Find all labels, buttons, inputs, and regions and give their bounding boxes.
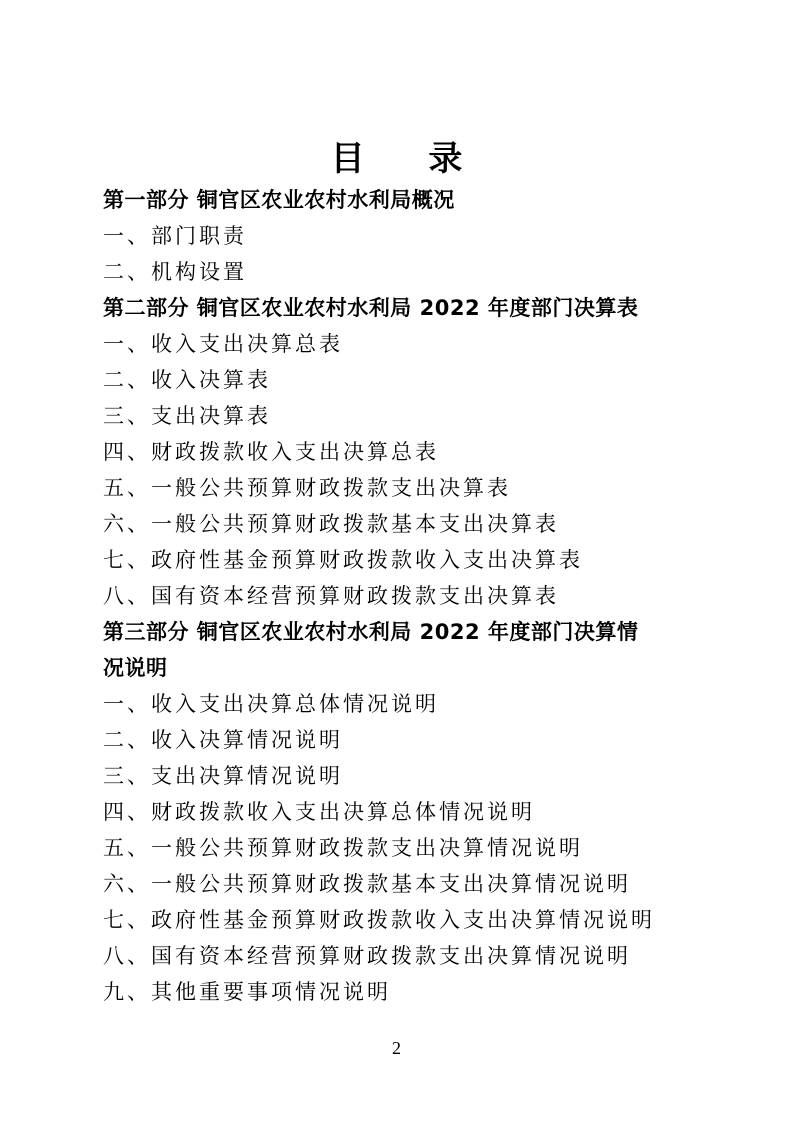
- part2-heading: 第二部分 铜官区农业农村水利局 2022 年度部门决算表: [103, 296, 639, 320]
- toc-item: 四、财政拨款收入支出决算总体情况说明: [103, 800, 535, 824]
- toc-item: 七、政府性基金预算财政拨款收入支出决算情况说明: [103, 908, 655, 932]
- table-of-contents: [103, 182, 703, 1010]
- toc-item: 五、一般公共预算财政拨款支出决算情况说明: [103, 836, 583, 860]
- page-title: 目 录: [330, 139, 489, 179]
- toc-item: 一、部门职责: [103, 224, 247, 248]
- toc-item: 三、支出决算情况说明: [103, 764, 343, 788]
- toc-item: 六、一般公共预算财政拨款基本支出决算情况说明: [103, 872, 631, 896]
- toc-item: 二、收入决算情况说明: [103, 728, 343, 752]
- toc-item: 一、收入支出决算总体情况说明: [103, 692, 439, 716]
- toc-item: 八、国有资本经营预算财政拨款支出决算情况说明: [103, 944, 631, 968]
- part3-heading-continued: 况说明: [103, 656, 168, 680]
- toc-item: 五、一般公共预算财政拨款支出决算表: [103, 476, 511, 500]
- toc-item: 二、收入决算表: [103, 368, 271, 392]
- toc-item: 八、国有资本经营预算财政拨款支出决算表: [103, 584, 559, 608]
- toc-item: 六、一般公共预算财政拨款基本支出决算表: [103, 512, 559, 536]
- part1-heading: 第一部分 铜官区农业农村水利局概况: [103, 188, 455, 212]
- toc-item: 四、财政拨款收入支出决算总表: [103, 440, 439, 464]
- toc-item: 九、其他重要事项情况说明: [103, 980, 391, 1004]
- toc-item: 二、机构设置: [103, 260, 247, 284]
- page-number: 2: [392, 1038, 401, 1058]
- toc-item: 一、收入支出决算总表: [103, 332, 343, 356]
- toc-item: 七、政府性基金预算财政拨款收入支出决算表: [103, 548, 583, 572]
- toc-item: 三、支出决算表: [103, 404, 271, 428]
- part3-heading: 第三部分 铜官区农业农村水利局 2022 年度部门决算情: [103, 620, 639, 644]
